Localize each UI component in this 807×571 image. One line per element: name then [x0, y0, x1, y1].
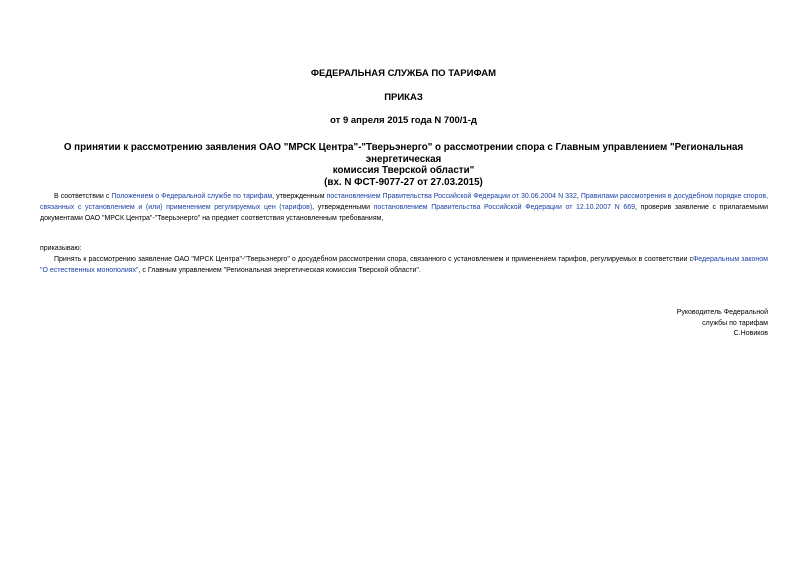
preamble-text-1: В соответствии с [54, 193, 112, 200]
preamble-text-4: , утвержденными [312, 203, 374, 211]
order-paragraph [40, 255, 768, 277]
order-word: приказываю: [40, 245, 82, 252]
link-resolution-332[interactable]: постановлением Правительства Российской Федерации от 30.06.2004 N 332 [326, 193, 577, 200]
document-subject [40, 142, 767, 188]
preamble-paragraph [40, 192, 768, 224]
preamble-text-3: , [576, 193, 581, 200]
signature-position-line-2: службы по тарифам [702, 319, 768, 327]
link-federal-law-monopolies[interactable]: Федеральным законом "О естественных монополиях" [40, 256, 768, 274]
signature-block [600, 308, 768, 340]
link-dispute-rules[interactable]: Правилами рассмотрения в досудебном порядке споров, связанных с установлением и (или) применением регулируемых цен (тарифов) [40, 193, 769, 211]
document-type: ПРИКАЗ [384, 92, 423, 103]
document-date: от 9 апреля 2015 года N 700/1-д [330, 115, 477, 126]
order-text-1: Принять к рассмотрению заявление ОАО "МРСК Центра"-"Тверьэнерго" о досудебном рассмотрении спора, связанного с установлением и применением тарифов, регулируемых в соответствии с [54, 256, 693, 263]
preamble-text-2: , утвержденным [272, 193, 327, 200]
preamble-text-5: , проверив заявление с прилагаемыми документами ОАО "МРСК Центра"-"Тверьэнерго" на предмет соответствия установленным требованиям, [40, 203, 768, 222]
subject-line-3: (вх. N ФСТ-9077-27 от 27.03.2015) [324, 176, 483, 188]
order-text-2: , с Главным управлением "Региональная энергетическая комиссия Тверской области". [138, 266, 421, 274]
link-resolution-669[interactable]: постановлением Правительства Российской Федерации от 12.10.2007 N 669 [373, 203, 636, 211]
subject-line-1: О принятии к рассмотрению заявления ОАО "МРСК Центра"-"Тверьэнерго" о рассмотрении спора с Главным управлением "Региональная энергетическая [63, 142, 744, 165]
signature-position-line-1: Руководитель Федеральной [676, 309, 768, 316]
link-regulation-fst[interactable]: Положением о Федеральной службе по тарифам [111, 193, 273, 200]
signature-name: С.Новиков [733, 330, 768, 337]
agency-title: ФЕДЕРАЛЬНАЯ СЛУЖБА ПО ТАРИФАМ [310, 68, 497, 79]
subject-line-2: комиссия Тверской области" [332, 165, 475, 176]
